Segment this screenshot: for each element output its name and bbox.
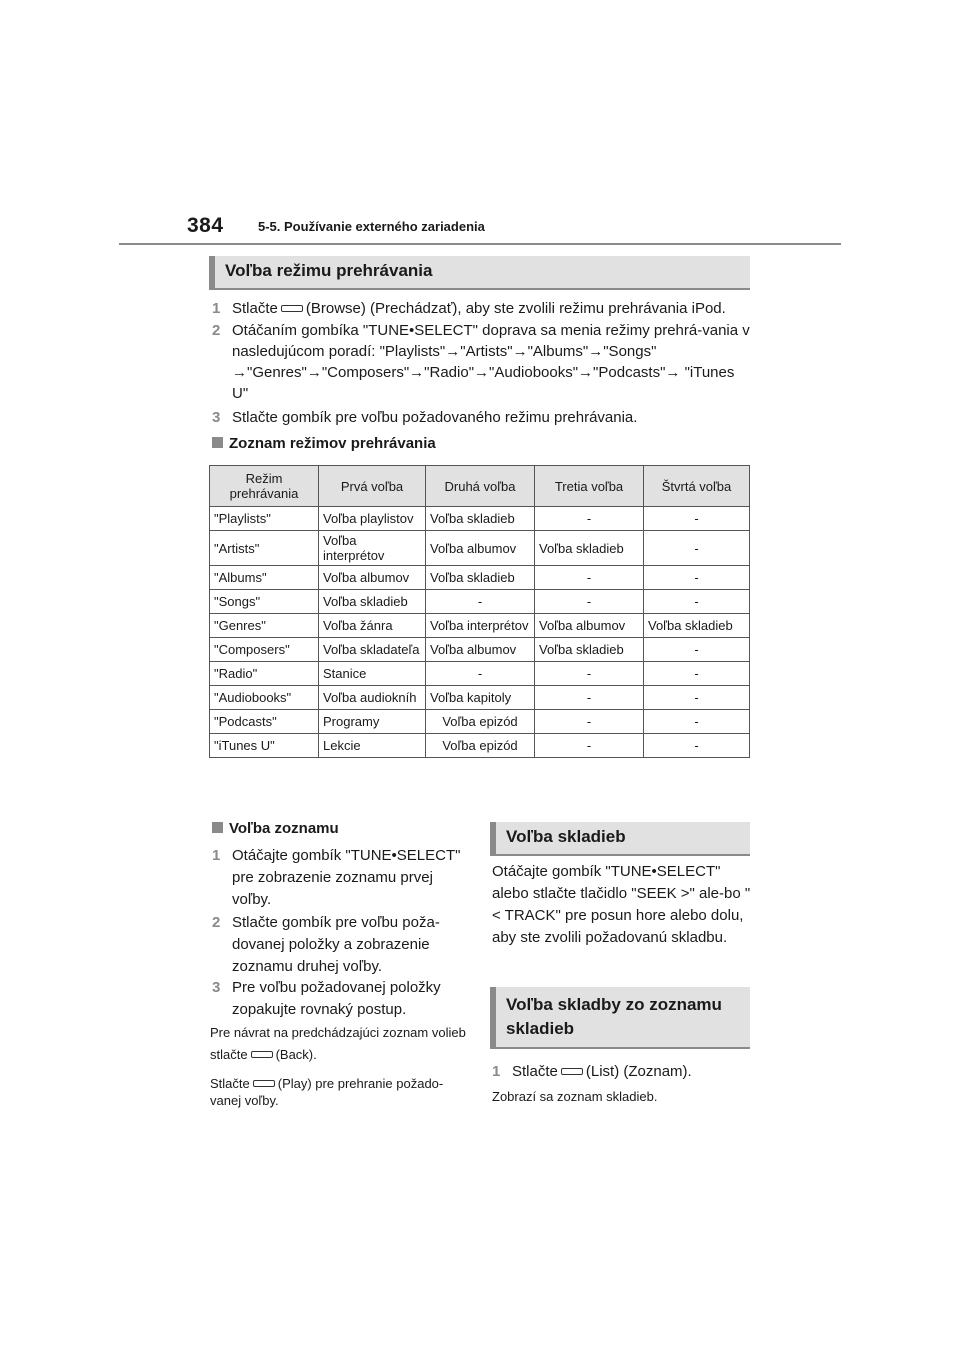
step-text: Otáčaním gombíka "TUNE•SELECT" doprava sa menia režimy prehrá-vania v nasledujúcom poradí: "Playlists"→"Artists"→"Albums"→"Songs" →"Genres"→"Composers"→"Radio"→"Audiobooks"→"Podcasts"→ "iTunes U" [232, 322, 750, 402]
column-header: Režim prehrávania [210, 466, 319, 507]
table-cell: "Songs" [210, 590, 319, 614]
table-cell: Voľba skladieb [426, 507, 535, 531]
table-cell: Voľba albumov [426, 531, 535, 566]
table-cell: Voľba skladieb [535, 638, 644, 662]
section-title-text: Voľba skladieb [506, 827, 626, 846]
back-button-icon [251, 1051, 273, 1058]
step-number: 1 [492, 1063, 501, 1080]
step-text: Pre voľbu požadovanej položky zopakujte rovnaký postup. [232, 979, 441, 1018]
table-cell: Voľba kapitoly [426, 686, 535, 710]
table-cell: Stanice [319, 662, 426, 686]
table-cell: "Audiobooks" [210, 686, 319, 710]
table-cell: "Radio" [210, 662, 319, 686]
browse-button-icon [281, 305, 303, 312]
table-row [210, 638, 750, 662]
table-row [210, 590, 750, 614]
list-step-2 [212, 912, 472, 978]
step-number: 1 [212, 847, 221, 864]
section-title-track-selection [490, 822, 750, 856]
table-cell: Voľba skladieb [319, 590, 426, 614]
column-header: Tretia voľba [535, 466, 644, 507]
column-header: Prvá voľba [319, 466, 426, 507]
playback-modes-table [209, 465, 750, 758]
step-text-after: (Browse) (Prechádzať), aby ste zvolili režimu prehrávania iPod. [305, 300, 726, 317]
section-title-playback-mode [209, 256, 750, 290]
play-button-icon [253, 1080, 275, 1087]
table-cell: Voľba skladieb [644, 614, 750, 638]
mode-list-heading: Zoznam režimov prehrávania [212, 435, 436, 452]
table-cell: Voľba epizód [426, 710, 535, 734]
step-text: Otáčajte gombík "TUNE•SELECT" pre zobrazenie zoznamu prvej voľby. [232, 847, 461, 908]
table-cell: Voľba playlistov [319, 507, 426, 531]
playback-step-3 [212, 407, 752, 428]
step-text: Stlačte gombík pre voľbu poža-dovanej položky a zobrazenie zoznamu druhej voľby. [232, 914, 440, 975]
section-title-text: Voľba skladby zo zoznamu skladieb [506, 995, 722, 1038]
table-row [210, 686, 750, 710]
table-cell: Voľba audiokníh [319, 686, 426, 710]
table-cell: - [644, 566, 750, 590]
step-number: 2 [212, 914, 221, 931]
table-cell: Voľba skladieb [426, 566, 535, 590]
table-cell: Voľba žánra [319, 614, 426, 638]
table-row [210, 507, 750, 531]
table-row [210, 614, 750, 638]
playback-step-1 [212, 298, 757, 319]
table-cell: - [644, 590, 750, 614]
table-header-row [210, 466, 750, 507]
table-cell: "Genres" [210, 614, 319, 638]
section-title-text: Voľba režimu prehrávania [225, 261, 433, 280]
step-number: 3 [212, 409, 221, 426]
table-cell: - [644, 734, 750, 758]
table-cell: - [644, 686, 750, 710]
table-cell: "Playlists" [210, 507, 319, 531]
table-row [210, 710, 750, 734]
table-cell: - [535, 590, 644, 614]
list-step-1 [212, 845, 472, 911]
section-title-track-from-list [490, 987, 750, 1049]
track-list-note: Zobrazí sa zoznam skladieb. [492, 1089, 658, 1104]
table-row [210, 734, 750, 758]
table-cell: - [644, 531, 750, 566]
table-cell: Lekcie [319, 734, 426, 758]
table-cell: - [535, 710, 644, 734]
table-cell: - [644, 638, 750, 662]
table-cell: - [535, 566, 644, 590]
table-cell: Voľba skladateľa [319, 638, 426, 662]
square-bullet-icon [212, 437, 223, 448]
chapter-title: 5-5. Používanie externého zariadenia [258, 219, 485, 234]
table-cell: "Composers" [210, 638, 319, 662]
column-header: Štvrtá voľba [644, 466, 750, 507]
table-cell: Voľba albumov [319, 566, 426, 590]
table-cell: "Artists" [210, 531, 319, 566]
table-cell: - [644, 662, 750, 686]
table-cell: - [644, 710, 750, 734]
table-cell: "Podcasts" [210, 710, 319, 734]
table-row [210, 531, 750, 566]
table-cell: Voľba interprétov [319, 531, 426, 566]
table-row [210, 566, 750, 590]
table-cell: - [426, 590, 535, 614]
list-button-icon [561, 1068, 583, 1075]
table-cell: - [535, 507, 644, 531]
header-divider [119, 243, 841, 245]
step-text-before: Stlačte [232, 300, 278, 317]
back-note: Pre návrat na predchádzajúci zoznam volieb stlačte (Back). [210, 1025, 466, 1062]
table-cell: Voľba skladieb [535, 531, 644, 566]
playback-step-2 [212, 320, 752, 404]
table-cell: Voľba epizód [426, 734, 535, 758]
table-cell: Voľba albumov [535, 614, 644, 638]
track-list-step-1: 1 Stlačte (List) (Zoznam). [492, 1063, 692, 1080]
track-selection-text: Otáčajte gombík "TUNE•SELECT" alebo stlačte tlačidlo "SEEK >" ale-bo "< TRACK" pre posun hore alebo dolu, aby ste zvolili požadovanú skladbu. [492, 863, 751, 946]
list-step-3 [212, 977, 472, 1021]
page-number: 384 [187, 214, 224, 237]
list-selection-heading: Voľba zoznamu [212, 820, 339, 837]
column-header: Druhá voľba [426, 466, 535, 507]
table-cell: - [426, 662, 535, 686]
step-text: Stlačte gombík pre voľbu požadovaného režimu prehrávania. [232, 409, 638, 426]
table-row [210, 662, 750, 686]
table-cell: "iTunes U" [210, 734, 319, 758]
step-number: 3 [212, 979, 221, 996]
table-cell: Voľba albumov [426, 638, 535, 662]
step-number: 2 [212, 322, 221, 339]
table-cell: - [535, 686, 644, 710]
step-number: 1 [212, 300, 221, 317]
play-note: Stlačte (Play) pre prehranie požado-vanej voľby. [210, 1076, 444, 1108]
square-bullet-icon [212, 822, 223, 833]
table-cell: Programy [319, 710, 426, 734]
table-cell: - [535, 734, 644, 758]
table-cell: - [644, 507, 750, 531]
table-cell: - [535, 662, 644, 686]
table-cell: "Albums" [210, 566, 319, 590]
table-cell: Voľba interprétov [426, 614, 535, 638]
